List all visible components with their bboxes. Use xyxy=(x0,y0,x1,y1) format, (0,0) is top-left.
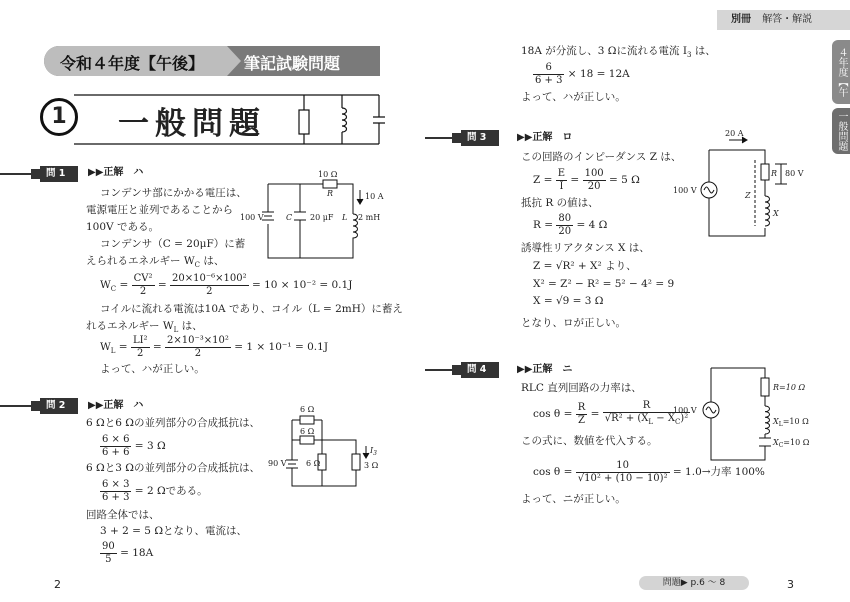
side-tab-general[interactable]: 一般問題 xyxy=(832,108,850,154)
right-page-number: 3 xyxy=(787,578,794,591)
q1-circuit-cv: 20 μF xyxy=(310,213,334,222)
q3-circuit-i: 20 A xyxy=(725,129,744,138)
q1-circuit-rl: R xyxy=(327,189,334,198)
q3-circuit xyxy=(671,129,804,242)
q2-line2: 6 Ωと3 Ωの並列部分の合成抵抗は、 xyxy=(86,462,260,474)
q1-line4: コンデンサ（C = 20μF）に蓄 xyxy=(100,238,246,250)
q2-continued-line2: よって、ハが正しい。 xyxy=(521,91,626,103)
q1-line6: コイルに流れる電流は10A であり、コイル（L = 2mH）に蓄え xyxy=(100,303,403,315)
q4-circuit-r: R=10 Ω xyxy=(773,383,806,392)
q2-line4: 3 + 2 = 5 Ωとなり、電流は、 xyxy=(100,525,248,537)
q3-answer: ▶▶正解 ロ xyxy=(517,132,573,143)
q2-formula2: $\frac{6 \times 3}{6 + 3}$ = 2 Ωである。 xyxy=(102,478,208,503)
q4-line2: この式に、数値を代入する。 xyxy=(521,435,658,447)
q2-tag-label: 問 2 xyxy=(46,400,66,411)
q4-tag-label: 問 4 xyxy=(467,364,487,375)
q1-line1: コンデンサ部にかかる電圧は、 xyxy=(100,187,247,199)
chapter-number-circle xyxy=(40,98,78,136)
q3-circuit-v: 100 V xyxy=(673,186,697,195)
q4-circuit-xc: $X_C=10$ Ω xyxy=(773,438,810,449)
q2-answer: ▶▶正解 ハ xyxy=(88,400,144,411)
q2-formula1: $\frac{6 \times 6}{6 + 6}$ = 3 Ω xyxy=(102,433,166,458)
q3-formula1: Z = $\frac{E}{I}$ = $\frac{100}{20}$ = 5 Ω xyxy=(533,167,640,192)
title-year: 令和４年度【午後】 xyxy=(60,54,205,73)
q1-line3: 100V である。 xyxy=(86,221,159,233)
q4-circuit-v: 100 V xyxy=(673,406,697,415)
q3-tag-label: 問 3 xyxy=(467,132,487,143)
left-page-number: 2 xyxy=(54,578,61,591)
q1-answer: ▶▶正解 ハ xyxy=(88,167,144,178)
q4-answer: ▶▶正解 ニ xyxy=(517,364,573,375)
q3-line1: この回路のインピーダンス Z は、 xyxy=(521,151,682,163)
q1-circuit xyxy=(238,168,384,264)
q2-circuit-r2: 6 Ω xyxy=(300,427,315,436)
q2-line1: 6 Ωと6 Ωの並列部分の合成抵抗は、 xyxy=(86,417,260,429)
section-label: 解答・解説 xyxy=(762,14,813,25)
q1-line2: 電源電圧と並列であることから xyxy=(86,204,233,216)
q2-tag xyxy=(40,398,78,414)
q1-line5: えられるエネルギー $W_C$ は、 xyxy=(86,255,225,270)
q4-formula1: cos θ = $\frac{R}{Z}$ = $\frac{R}{√R^2 + (X_L - X_C)^2}$ xyxy=(533,400,689,426)
footer-reference-text: 問題▶ p.6 〜 8 xyxy=(662,578,726,588)
q4-line3: よって、ニが正しい。 xyxy=(521,493,626,505)
q2-circuit-r4: 3 Ω xyxy=(364,461,379,470)
q4-circuit xyxy=(671,362,811,466)
q2-circuit-r1: 6 Ω xyxy=(300,405,315,414)
q1-circuit-c: C xyxy=(286,213,293,222)
q3-circuit-r: R xyxy=(771,169,778,178)
q4-line1: RLC 直列回路の力率は、 xyxy=(521,382,642,394)
q2-continued-formula: $\frac{6}{6 + 3}$ × 18 = 12A xyxy=(535,61,630,86)
q2-circuit xyxy=(266,400,392,490)
q2-circuit-r3: 6 Ω xyxy=(306,459,321,468)
q3-circuit-vr: 80 V xyxy=(785,169,804,178)
chapter-number: 1 xyxy=(51,104,67,129)
q3-circuit-z: Z xyxy=(745,191,751,200)
q1-circuit-i: 10 A xyxy=(365,192,384,201)
q2-circuit-i: $I_3$ xyxy=(370,446,377,457)
chapter-circuit-decoration xyxy=(74,92,386,150)
q3-line4: Z = √R² + X² より、 xyxy=(533,260,637,272)
q1-circuit-v: 100 V xyxy=(240,213,264,222)
chapter-title: 一般問題 xyxy=(118,106,266,142)
q2-line3: 回路全体では、 xyxy=(86,509,160,521)
q3-line2: 抵抗 R の値は、 xyxy=(521,197,599,209)
q1-formula2: $W_L$ = $\frac{\text{LI²}}{2}$ = $\frac{\text{2×10⁻³×10²}}{2}$ = 1 × 10⁻¹ = 0.1J xyxy=(100,334,329,359)
q3-line7: となり、ロが正しい。 xyxy=(521,317,626,329)
title-kind: 筆記試験問題 xyxy=(244,54,341,73)
q3-formula2: R = $\frac{80}{20}$ = 4 Ω xyxy=(533,212,608,237)
right-page xyxy=(425,0,850,602)
q3-tag xyxy=(461,130,499,146)
q2-continued-line1: 18A が分流し、3 Ωに流れる電流 $I_3$ は、 xyxy=(521,45,716,60)
title-band xyxy=(44,46,380,76)
q1-tag xyxy=(40,166,78,182)
side-tab-year[interactable]: ４年度【午後】 xyxy=(832,40,850,104)
q3-line3: 誘導性リアクタンス X は、 xyxy=(521,242,650,254)
q1-circuit-l: L xyxy=(342,213,348,222)
q1-line7: れるエネルギー $W_L$ は、 xyxy=(86,320,203,335)
q1-line8: よって、ハが正しい。 xyxy=(100,363,205,375)
footer-reference xyxy=(639,576,749,590)
supplement-header xyxy=(717,10,850,30)
q1-circuit-lv: 2 mH xyxy=(358,213,381,222)
q4-formula2: cos θ = $\frac{10}{\text{√10² + (10 − 10)²}}$ = 1.0→力率 100% xyxy=(533,459,765,484)
supplement-label: 別冊 xyxy=(731,14,751,25)
q3-line5: X² = Z² − R² = 5² − 4² = 9 xyxy=(533,278,675,290)
q2-circuit-v: 90 V xyxy=(268,459,287,468)
q3-circuit-x: X xyxy=(773,209,779,218)
q1-formula1: $W_C$ = $\frac{\text{CV²}}{2}$ = $\frac{\text{20×10⁻⁶×100²}}{2}$ = 10 × 10⁻² = 0.1J xyxy=(100,272,353,297)
q4-tag xyxy=(461,362,499,378)
q3-line6: X = √9 = 3 Ω xyxy=(533,295,604,307)
q1-circuit-r: 10 Ω xyxy=(318,170,338,179)
q1-tag-label: 問 1 xyxy=(46,168,66,179)
q2-formula3: $\frac{90}{5}$ = 18A xyxy=(102,540,154,565)
q4-circuit-xl: $X_L=10$ Ω xyxy=(773,417,809,428)
